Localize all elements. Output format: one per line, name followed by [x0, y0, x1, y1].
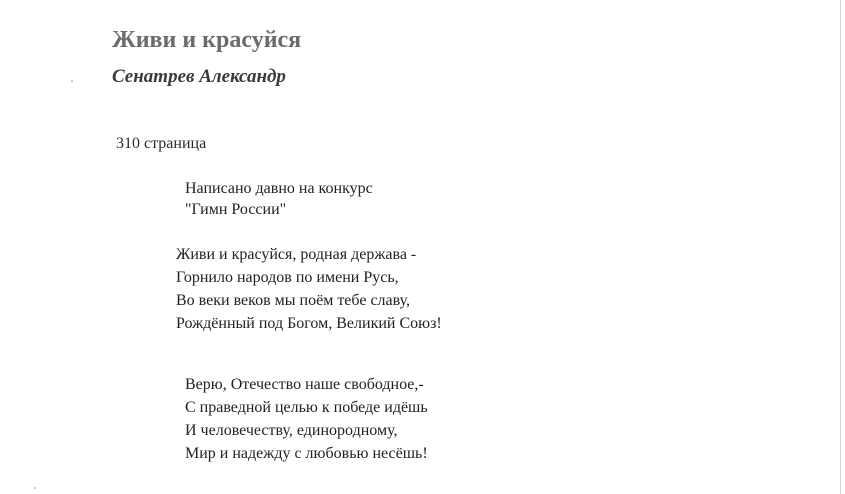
poem-author: Сенатрев Александр — [112, 66, 286, 87]
verse-line: Горнило народов по имени Русь, — [176, 269, 399, 286]
verse-line: С праведной целью к победе идёшь — [185, 399, 428, 416]
page-reference: 310 страница — [116, 135, 207, 152]
verse-line: Во веки веков мы поём тебе славу, — [176, 292, 411, 309]
verse-line: Рождённый под Богом, Великий Союз! — [176, 315, 442, 332]
verse-line: Верю, Отечество наше свободное,- — [185, 376, 424, 393]
stanza-1 — [176, 243, 442, 335]
verse-line: Живи и красуйся, родная держава - — [176, 246, 417, 263]
page-edge-line — [840, 0, 841, 494]
scan-speck — [71, 80, 73, 82]
verse-line: Мир и надежду с любовью несёшь! — [185, 445, 428, 462]
scan-speck — [34, 487, 36, 489]
poem-title: Живи и красуйся — [112, 27, 302, 53]
stanza-2 — [185, 373, 428, 465]
verse-line: И человечеству, единородному, — [185, 422, 398, 439]
poem-note — [185, 178, 373, 220]
note-line: Написано давно на конкурс — [185, 180, 373, 197]
note-line: "Гимн России" — [185, 201, 287, 218]
